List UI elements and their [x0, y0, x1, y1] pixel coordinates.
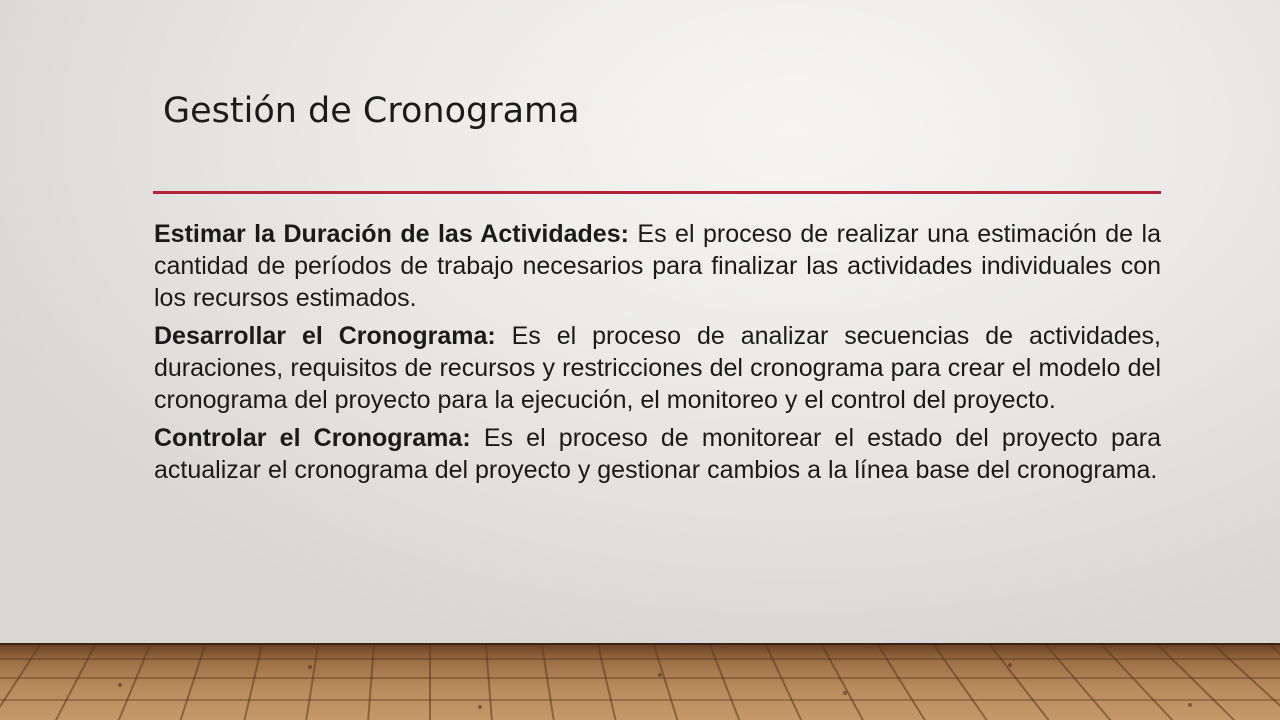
- paragraph-estimar-duracion: [154, 218, 1161, 314]
- term-controlar-cronograma: Controlar el Cronograma:: [154, 424, 471, 452]
- slide-body: [154, 218, 1161, 492]
- definition-controlar-cronograma: Es el proceso de monitorear el estado del proyecto para actualizar el cronograma del proyecto y gestionar cambios a la línea base del cronograma.: [154, 424, 1162, 484]
- term-estimar-duracion: Estimar la Duración de las Actividades:: [154, 220, 629, 248]
- paragraph-controlar-cronograma: [154, 422, 1161, 486]
- wood-floor-planks: [0, 645, 1280, 720]
- paragraph-desarrollar-cronograma: [154, 320, 1161, 416]
- title-divider: [153, 191, 1161, 194]
- term-desarrollar-cronograma: Desarrollar el Cronograma:: [154, 322, 496, 350]
- slide-title: Gestión de Cronograma: [163, 91, 580, 131]
- wood-floor: [0, 643, 1280, 720]
- definition-estimar-duracion: Es el proceso de realizar una estimación de la cantidad de períodos de trabajo necesarios para finalizar las actividades individuales con los recursos estimados.: [154, 220, 1161, 312]
- definition-desarrollar-cronograma: Es el proceso de analizar secuencias de actividades, duraciones, requisitos de recursos y restricciones del cronograma para crear el modelo del cronograma del proyecto para la ejecución, el monitoreo y el control del proyecto.: [154, 322, 1161, 414]
